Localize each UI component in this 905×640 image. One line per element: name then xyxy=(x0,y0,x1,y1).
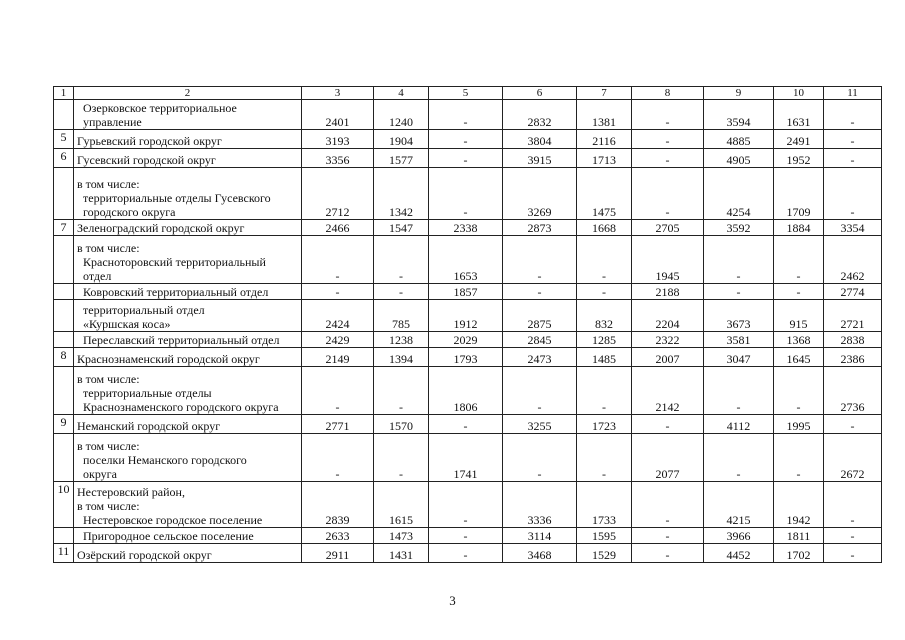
row-number: 10 xyxy=(54,482,74,528)
value-cell: - xyxy=(632,100,704,130)
row-number: 5 xyxy=(54,130,74,149)
value-cell: 2473 xyxy=(503,348,577,367)
column-header: 8 xyxy=(632,87,704,100)
value-cell: 4112 xyxy=(704,415,774,434)
value-cell: 1475 xyxy=(577,168,632,220)
table-row xyxy=(54,528,882,544)
value-cell: 1529 xyxy=(577,544,632,563)
value-cell: 3269 xyxy=(503,168,577,220)
row-name-line: в том числе: xyxy=(77,439,140,453)
value-cell: - xyxy=(374,236,429,284)
value-cell: 2149 xyxy=(302,348,374,367)
row-name-line: Озёрский городской округ xyxy=(77,548,212,562)
value-cell: 785 xyxy=(374,300,429,332)
value-cell: 3581 xyxy=(704,332,774,348)
value-cell: 2845 xyxy=(503,332,577,348)
value-cell: 1806 xyxy=(429,367,503,415)
row-name-line: в том числе: xyxy=(77,177,140,191)
value-cell: 1570 xyxy=(374,415,429,434)
value-cell: 2188 xyxy=(632,284,704,300)
value-cell: - xyxy=(704,434,774,482)
value-cell: - xyxy=(429,528,503,544)
row-name xyxy=(74,300,302,332)
page-number: 3 xyxy=(449,593,456,608)
row-name xyxy=(74,528,302,544)
value-cell: 1285 xyxy=(577,332,632,348)
row-name xyxy=(74,482,302,528)
value-cell: - xyxy=(774,367,824,415)
value-cell: - xyxy=(429,415,503,434)
row-name-line: Нестеровский район, xyxy=(77,485,185,499)
row-name-line: в том числе: xyxy=(77,241,140,255)
table-row xyxy=(54,367,882,415)
value-cell: 1945 xyxy=(632,236,704,284)
value-cell: 1995 xyxy=(774,415,824,434)
value-cell: 1473 xyxy=(374,528,429,544)
row-name xyxy=(74,434,302,482)
row-name xyxy=(74,220,302,236)
row-number xyxy=(54,332,74,348)
row-name xyxy=(74,367,302,415)
value-cell: - xyxy=(704,284,774,300)
table-row xyxy=(54,332,882,348)
value-cell: 2429 xyxy=(302,332,374,348)
row-name-line: территориальный отдел xyxy=(83,303,205,317)
value-cell: - xyxy=(824,168,882,220)
row-name-line: Гурьевский городской округ xyxy=(77,134,222,148)
value-cell: - xyxy=(824,544,882,563)
row-name-line: Красноторовский территориальный xyxy=(83,255,266,269)
value-cell: - xyxy=(374,284,429,300)
row-name xyxy=(74,236,302,284)
row-name-line: территориальные отделы xyxy=(83,386,212,400)
value-cell: - xyxy=(429,544,503,563)
value-cell: 1713 xyxy=(577,149,632,168)
row-name-line: городского округа xyxy=(83,205,176,219)
header-row xyxy=(54,87,882,100)
value-cell: 4905 xyxy=(704,149,774,168)
value-cell: 1741 xyxy=(429,434,503,482)
value-cell: 1631 xyxy=(774,100,824,130)
value-cell: 4885 xyxy=(704,130,774,149)
value-cell: 915 xyxy=(774,300,824,332)
value-cell: 1702 xyxy=(774,544,824,563)
value-cell: 2401 xyxy=(302,100,374,130)
table-row xyxy=(54,415,882,434)
value-cell: 3592 xyxy=(704,220,774,236)
value-cell: - xyxy=(302,236,374,284)
row-name-line: отдел xyxy=(83,269,112,283)
value-cell: - xyxy=(704,236,774,284)
value-cell: - xyxy=(429,168,503,220)
row-name xyxy=(74,348,302,367)
row-name xyxy=(74,130,302,149)
row-name xyxy=(74,284,302,300)
value-cell: - xyxy=(774,434,824,482)
row-name-line: Краснознаменский городской округ xyxy=(77,352,260,366)
value-cell: 2029 xyxy=(429,332,503,348)
row-number: 7 xyxy=(54,220,74,236)
table-row xyxy=(54,220,882,236)
row-name xyxy=(74,100,302,130)
table-row xyxy=(54,236,882,284)
value-cell: 3114 xyxy=(503,528,577,544)
value-cell: 3468 xyxy=(503,544,577,563)
row-name xyxy=(74,332,302,348)
value-cell: 1431 xyxy=(374,544,429,563)
row-name-line: поселки Неманского городского xyxy=(83,453,247,467)
row-number xyxy=(54,434,74,482)
column-header: 4 xyxy=(374,87,429,100)
value-cell: 2462 xyxy=(824,236,882,284)
row-number: 8 xyxy=(54,348,74,367)
value-cell: - xyxy=(429,100,503,130)
value-cell: 3594 xyxy=(704,100,774,130)
value-cell: 1577 xyxy=(374,149,429,168)
value-cell: - xyxy=(632,528,704,544)
value-cell: 2338 xyxy=(429,220,503,236)
column-header: 10 xyxy=(774,87,824,100)
row-name-line: Краснознаменского городского округа xyxy=(83,400,279,414)
value-cell: 2771 xyxy=(302,415,374,434)
row-number xyxy=(54,284,74,300)
table-row xyxy=(54,284,882,300)
value-cell: - xyxy=(429,482,503,528)
value-cell: 2875 xyxy=(503,300,577,332)
value-cell: - xyxy=(632,482,704,528)
row-name xyxy=(74,415,302,434)
value-cell: 3255 xyxy=(503,415,577,434)
value-cell: - xyxy=(577,236,632,284)
row-name-line: Ковровский территориальный отдел xyxy=(83,285,269,299)
value-cell: 1342 xyxy=(374,168,429,220)
value-cell: - xyxy=(632,544,704,563)
row-number xyxy=(54,100,74,130)
row-name-line: территориальные отделы Гусевского xyxy=(83,191,271,205)
value-cell: 2491 xyxy=(774,130,824,149)
value-cell: 2873 xyxy=(503,220,577,236)
row-name xyxy=(74,168,302,220)
value-cell: - xyxy=(774,284,824,300)
row-name-line: Переславский территориальный отдел xyxy=(83,333,280,347)
value-cell: - xyxy=(374,367,429,415)
value-cell: 2712 xyxy=(302,168,374,220)
value-cell: 2736 xyxy=(824,367,882,415)
row-number xyxy=(54,528,74,544)
value-cell: 1615 xyxy=(374,482,429,528)
value-cell: - xyxy=(824,100,882,130)
value-cell: 1709 xyxy=(774,168,824,220)
value-cell: 1884 xyxy=(774,220,824,236)
row-number xyxy=(54,168,74,220)
value-cell: - xyxy=(302,367,374,415)
value-cell: - xyxy=(824,415,882,434)
value-cell: 1394 xyxy=(374,348,429,367)
table-row xyxy=(54,168,882,220)
value-cell: 2672 xyxy=(824,434,882,482)
value-cell: - xyxy=(577,434,632,482)
value-cell: 3336 xyxy=(503,482,577,528)
column-header: 9 xyxy=(704,87,774,100)
value-cell: 4215 xyxy=(704,482,774,528)
value-cell: 2142 xyxy=(632,367,704,415)
value-cell: - xyxy=(824,482,882,528)
row-name-line: Гусевский городской округ xyxy=(77,153,216,167)
value-cell: 4254 xyxy=(704,168,774,220)
value-cell: 2466 xyxy=(302,220,374,236)
table-row xyxy=(54,482,882,528)
column-header: 1 xyxy=(54,87,74,100)
row-number: 6 xyxy=(54,149,74,168)
value-cell: 1912 xyxy=(429,300,503,332)
value-cell: - xyxy=(302,434,374,482)
value-cell: 2077 xyxy=(632,434,704,482)
table-row xyxy=(54,130,882,149)
value-cell: 2424 xyxy=(302,300,374,332)
column-header: 7 xyxy=(577,87,632,100)
value-cell: 2204 xyxy=(632,300,704,332)
value-cell: 3356 xyxy=(302,149,374,168)
row-number xyxy=(54,300,74,332)
value-cell: 3047 xyxy=(704,348,774,367)
table-row xyxy=(54,100,882,130)
value-cell: 2705 xyxy=(632,220,704,236)
value-cell: - xyxy=(503,284,577,300)
value-cell: - xyxy=(429,149,503,168)
value-cell: 1485 xyxy=(577,348,632,367)
value-cell: - xyxy=(302,284,374,300)
value-cell: 1952 xyxy=(774,149,824,168)
value-cell: 3673 xyxy=(704,300,774,332)
value-cell: 2386 xyxy=(824,348,882,367)
value-cell: 2633 xyxy=(302,528,374,544)
column-header: 11 xyxy=(824,87,882,100)
value-cell: 1653 xyxy=(429,236,503,284)
value-cell: - xyxy=(824,528,882,544)
value-cell: 1668 xyxy=(577,220,632,236)
value-cell: - xyxy=(503,236,577,284)
value-cell: - xyxy=(632,415,704,434)
row-number xyxy=(54,367,74,415)
value-cell: 832 xyxy=(577,300,632,332)
value-cell: - xyxy=(824,130,882,149)
row-name-line: «Куршская коса» xyxy=(83,317,171,331)
value-cell: 2839 xyxy=(302,482,374,528)
value-cell: 2774 xyxy=(824,284,882,300)
column-header: 2 xyxy=(74,87,302,100)
value-cell: - xyxy=(774,236,824,284)
value-cell: 2721 xyxy=(824,300,882,332)
value-cell: 1857 xyxy=(429,284,503,300)
table-row xyxy=(54,348,882,367)
table-row xyxy=(54,544,882,563)
value-cell: 1793 xyxy=(429,348,503,367)
value-cell: - xyxy=(577,284,632,300)
data-table xyxy=(53,86,882,563)
table-row xyxy=(54,434,882,482)
row-name-line: Неманский городской округ xyxy=(77,419,221,433)
row-number xyxy=(54,236,74,284)
value-cell: - xyxy=(632,130,704,149)
value-cell: 2116 xyxy=(577,130,632,149)
row-name-line: Зеленоградский городской округ xyxy=(77,221,245,235)
row-name xyxy=(74,544,302,563)
value-cell: 4452 xyxy=(704,544,774,563)
value-cell: - xyxy=(632,168,704,220)
value-cell: 1942 xyxy=(774,482,824,528)
row-name-line: Пригородное сельское поселение xyxy=(83,529,254,543)
value-cell: 2911 xyxy=(302,544,374,563)
value-cell: - xyxy=(577,367,632,415)
row-name-line: в том числе: xyxy=(77,372,140,386)
value-cell: 1645 xyxy=(774,348,824,367)
value-cell: - xyxy=(503,434,577,482)
value-cell: 2832 xyxy=(503,100,577,130)
value-cell: 1811 xyxy=(774,528,824,544)
column-header: 5 xyxy=(429,87,503,100)
row-number: 9 xyxy=(54,415,74,434)
value-cell: 1547 xyxy=(374,220,429,236)
value-cell: - xyxy=(429,130,503,149)
value-cell: - xyxy=(374,434,429,482)
value-cell: 1733 xyxy=(577,482,632,528)
row-name-line: Нестеровское городское поселение xyxy=(83,513,263,527)
value-cell: - xyxy=(704,367,774,415)
value-cell: 1368 xyxy=(774,332,824,348)
value-cell: - xyxy=(824,149,882,168)
value-cell: 1240 xyxy=(374,100,429,130)
row-name-line: управление xyxy=(83,115,142,129)
table-row xyxy=(54,149,882,168)
value-cell: - xyxy=(632,149,704,168)
value-cell: 2838 xyxy=(824,332,882,348)
value-cell: - xyxy=(503,367,577,415)
value-cell: 3915 xyxy=(503,149,577,168)
row-number: 11 xyxy=(54,544,74,563)
column-header: 6 xyxy=(503,87,577,100)
row-name-line: округа xyxy=(83,467,117,481)
row-name-line: в том числе: xyxy=(77,499,140,513)
value-cell: 2322 xyxy=(632,332,704,348)
value-cell: 1595 xyxy=(577,528,632,544)
value-cell: 1238 xyxy=(374,332,429,348)
value-cell: 3354 xyxy=(824,220,882,236)
row-name xyxy=(74,149,302,168)
value-cell: 1723 xyxy=(577,415,632,434)
value-cell: 3804 xyxy=(503,130,577,149)
value-cell: 3193 xyxy=(302,130,374,149)
value-cell: 1381 xyxy=(577,100,632,130)
value-cell: 3966 xyxy=(704,528,774,544)
table-row xyxy=(54,300,882,332)
column-header: 3 xyxy=(302,87,374,100)
row-name-line: Озерковское территориальное xyxy=(83,101,237,115)
value-cell: 1904 xyxy=(374,130,429,149)
value-cell: 2007 xyxy=(632,348,704,367)
